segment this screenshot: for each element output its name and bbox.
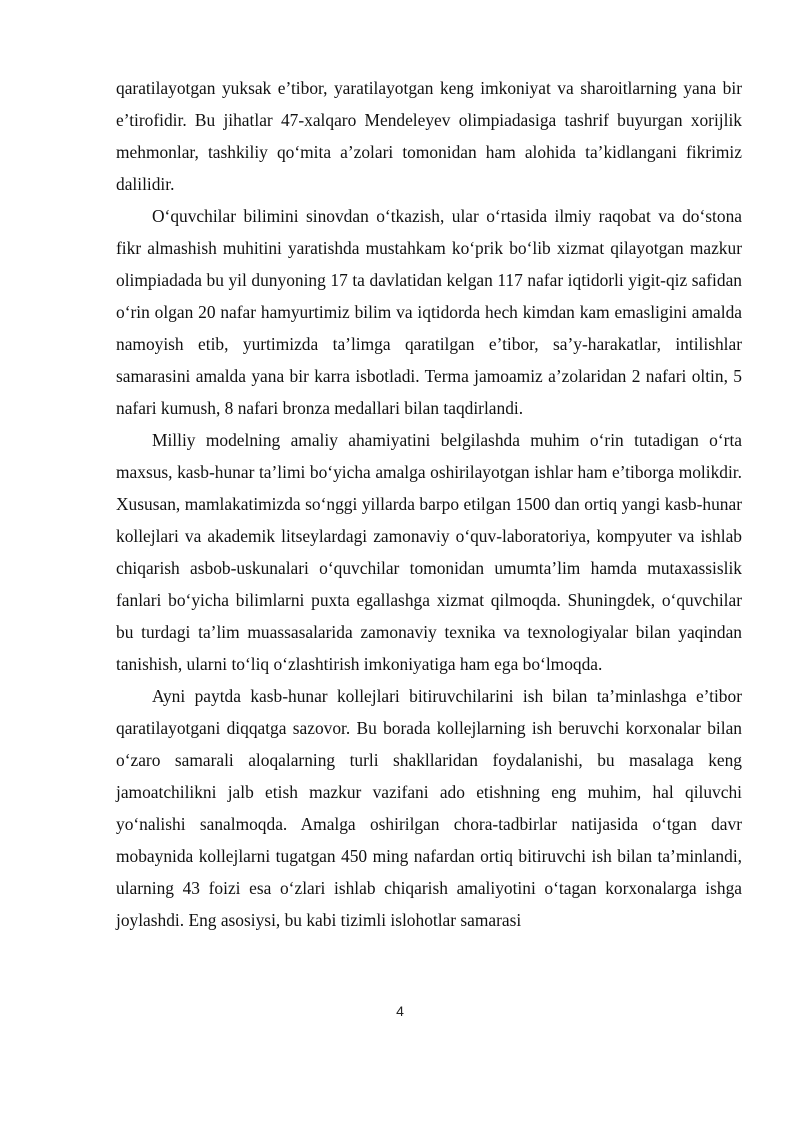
paragraph-graduate-employment: Ayni paytda kasb-hunar kollejlari bitiruvchilarini ish bilan ta’minlashga e’tibor qaratilayotgani diqqatga sazovor. Bu borada kollejlarning ish beruvchi korxonalar bilan o‘zaro samarali aloqalarning turli shakllaridan foydalanishi, bu masalaga keng jamoatchilikni jalb etish mazkur vazifani ado etishning eng muhim, hal qiluvchi yo‘nalishi sanalmoqda. Amalga oshirilgan chora-tadbirlar natijasida o‘tgan davr mobaynida kollejlarni tugatgan 450 ming nafardan ortiq bitiruvchi ish bilan ta’minlandi, ularning 43 foizi esa o‘zlari ishlab chiqarish amaliyotini o‘tagan korxonalarga ishga joylashdi. Eng asosiysi, bu kabi tizimli islohotlar samarasi <box>116 686 742 930</box>
page-number: 4 <box>396 1003 404 1019</box>
paragraph-continuation: qaratilayotgan yuksak e’tibor, yaratilayotgan keng imkoniyat va sharoitlarning yana bir e’tirofidir. Bu jihatlar 47-xalqaro Mendeleyev olimpiadasiga tashrif buyurgan xorijlik mehmonlar, tashkiliy qo‘mita a’zolari tomonidan ham alohida ta’kidlangani fikrimiz dalilidir. <box>116 78 742 194</box>
paragraph-olympiad-results: O‘quvchilar bilimini sinovdan o‘tkazish, ular o‘rtasida ilmiy raqobat va do‘stona fikr almashish muhitini yaratishda mustahkam ko‘prik bo‘lib xizmat qilayotgan mazkur olimpiadada bu yil dunyoning 17 ta davlatidan kelgan 117 nafar iqtidorli yigit-qiz safidan o‘rin olgan 20 nafar hamyurtimiz bilim va iqtidorda hech kimdan kam emasligini amalda namoyish etib, yurtimizda ta’limga qaratilgan e’tibor, sa’y-harakatlar, intilishlar samarasini amalda yana bir karra isbotladi. Terma jamoamiz a’zolaridan 2 nafari oltin, 5 nafari kumush, 8 nafari bronza medallari bilan taqdirlandi. <box>116 206 742 418</box>
document-page <box>116 72 742 936</box>
paragraph-vocational-education: Milliy modelning amaliy ahamiyatini belgilashda muhim o‘rin tutadigan o‘rta maxsus, kasb-hunar ta’limi bo‘yicha amalga oshirilayotgan ishlar ham e’tiborga molikdir. Xususan, mamlakatimizda so‘nggi yillarda barpo etilgan 1500 dan ortiq yangi kasb-hunar kollejlari va akademik litseylardagi zamonaviy o‘quv-laboratoriya, kompyuter va ishlab chiqarish asbob-uskunalari o‘quvchilar tomonidan umumta’lim hamda mutaxassislik fanlari bo‘yicha bilimlarni puxta egallashga xizmat qilmoqda. Shuningdek, o‘quvchilar bu turdagi ta’lim muassasalarida zamonaviy texnika va texnologiyalar bilan yaqindan tanishish, ularni to‘liq o‘zlashtirish imkoniyatiga ham ega bo‘lmoqda. <box>116 430 742 674</box>
